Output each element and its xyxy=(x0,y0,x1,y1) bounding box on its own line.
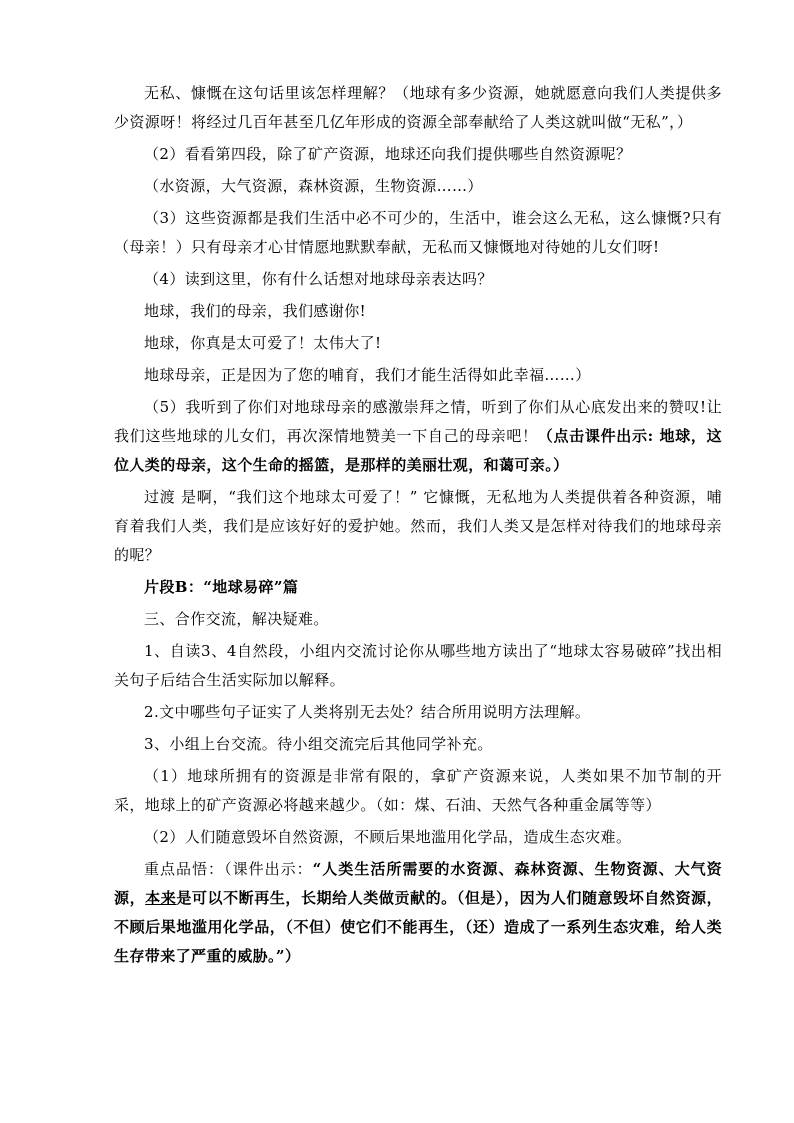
paragraph-18-underlined-word: 本来 xyxy=(145,889,177,907)
section-heading: 片段B：“地球易碎”篇 xyxy=(144,578,299,596)
paragraph-2: （2）看看第四段，除了矿产资源，地球还向我们提供哪些自然资源呢？ xyxy=(144,145,632,163)
document-content xyxy=(114,79,722,974)
paragraph-18-emphasis-2: 是可以不断再生，长期给人类做贡献的。（但是），因为人们随意毁坏自然资源，不顾后果地滥用化学品，（不但）使它们不能再生，（还）造成了一系列生态灾难，给人类生存带来了严重的威胁。”） xyxy=(114,889,723,965)
paragraph-9-text: （5）我听到了你们对地球母亲的感激崇拜之情，听到了你们从心底发出来的赞叹!让我们这些地球的儿女们，再次深情地赞美一下自己的母亲吧！ xyxy=(114,398,722,445)
paragraph-3: （水资源，大气资源，森林资源，生物资源……） xyxy=(144,177,483,195)
paragraph-14: 2.文中哪些句子证实了人类将别无去处？结合所用说明方法理解。 xyxy=(144,703,591,721)
paragraph-7: 地球，你真是太可爱了！太伟大了! xyxy=(144,334,382,352)
paragraph-12: 三、合作交流，解决疑难。 xyxy=(144,610,329,628)
paragraph-10: 过渡 是啊，“我们这个地球太可爱了！” 它慷慨，无私地为人类提供着各种资源，哺育着我们人类，我们是应该好好的爱护她。然而，我们人类又是怎样对待我们的地球母亲的呢？ xyxy=(114,488,722,564)
paragraph-15: 3、小组上台交流。待小组交流完后其他同学补充。 xyxy=(144,735,493,753)
paragraph-17: （2）人们随意毁坏自然资源，不顾后果地滥用化学品，造成生态灾难。 xyxy=(144,828,632,846)
paragraph-8: 地球母亲，正是因为了您的哺育，我们才能生活得如此幸福……） xyxy=(144,366,591,384)
paragraph-1: 无私、慷慨在这句话里该怎样理解？（地球有多少资源，她就愿意向我们人类提供多少资源呀！将经过几百年甚至几亿年形成的资源全部奉献给了人类这就叫做“无私”，） xyxy=(114,84,722,131)
paragraph-6: 地球，我们的母亲，我们感谢你! xyxy=(144,302,367,320)
paragraph-13: 1、自读3、4自然段，小组内交流讨论你从哪些地方读出了“地球太容易破碎”找出相关句子后结合生活实际加以解释。 xyxy=(114,642,722,689)
paragraph-5: （4）读到这里，你有什么话想对地球母亲表达吗？ xyxy=(144,270,493,288)
paragraph-9 xyxy=(114,393,722,480)
paragraph-16: （1）地球所拥有的资源是非常有限的，拿矿产资源来说，人类如果不加节制的开采，地球上的矿产资源必将越来越少。（如：煤、石油、天然气各种重金属等等） xyxy=(114,767,722,814)
paragraph-18-emphasis-1: “人类生活所需要的水资源、森林资源、生物资源、大气资源， xyxy=(114,860,723,907)
paragraph-4: （3）这些资源都是我们生活中必不可少的，生活中，谁会这么无私，这么慷慨?只有（母亲！）只有母亲才心甘情愿地默默奉献，无私而又慷慨地对待她的儿女们呀! xyxy=(114,209,722,256)
paragraph-18 xyxy=(114,855,722,971)
paragraph-18-lead: 重点品悟：（课件出示： xyxy=(144,860,313,878)
paragraph-9-emphasis: （点击课件出示: 地球，这位人类的母亲，这个生命的摇篮，是那样的美丽壮观，和蔼可亲。） xyxy=(114,427,722,474)
